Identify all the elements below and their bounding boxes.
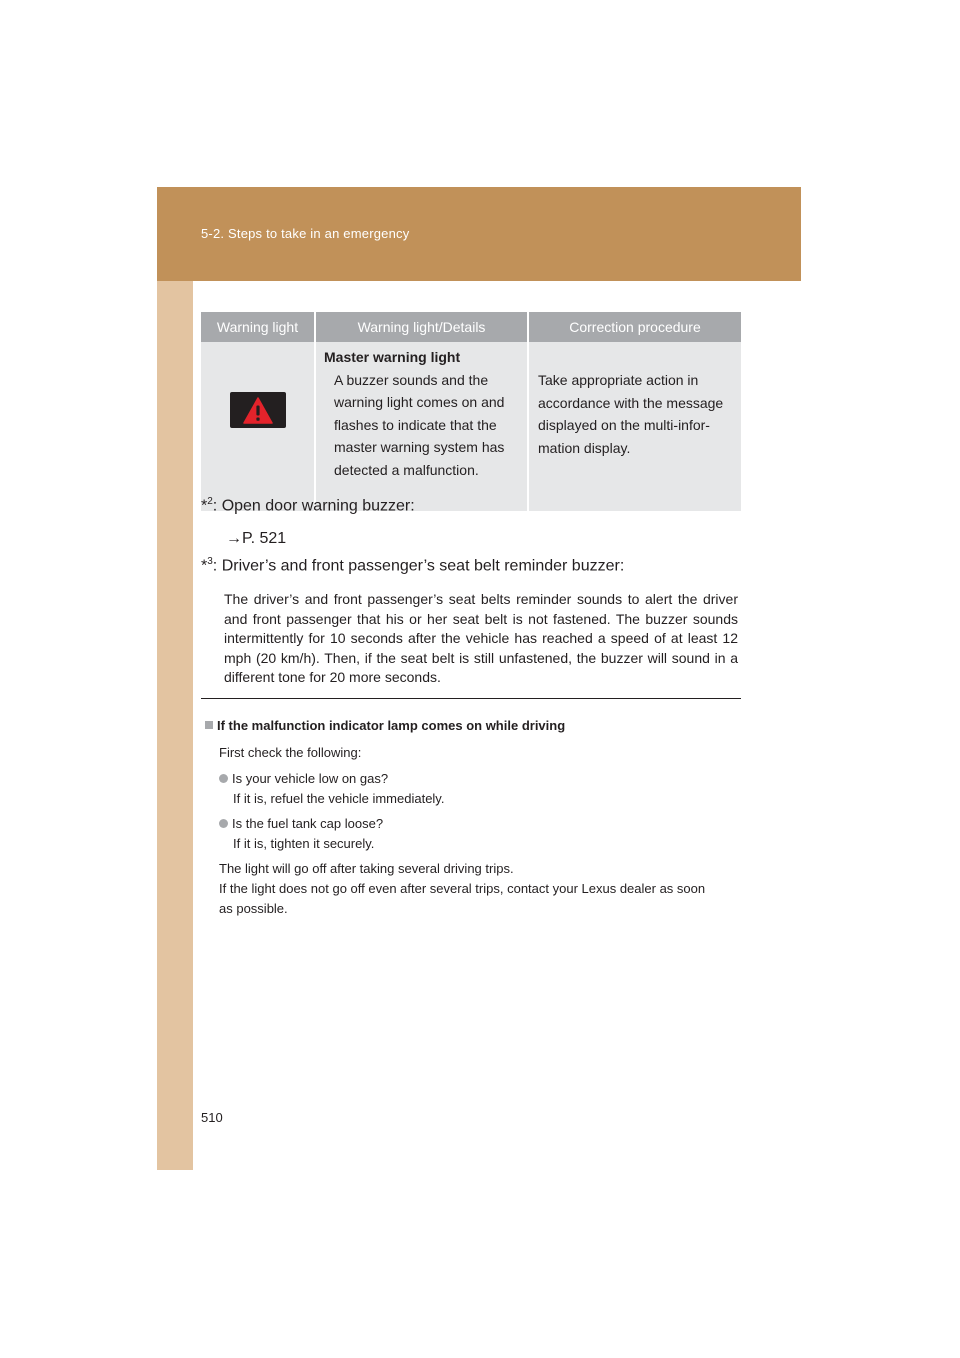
section-title: 5-2. Steps to take in an emergency <box>201 226 410 241</box>
section-outro: The light will go off after taking several driving trips. If the light does not go off even after several trips, contact your Lexus dealer as soon as possible. <box>219 861 706 916</box>
detail-line: A buzzer sounds and the <box>334 371 489 388</box>
section-heading: If the malfunction indicator lamp comes on while driving <box>205 718 565 733</box>
square-bullet-icon <box>205 721 213 729</box>
detail-title: Master warning light <box>324 349 461 365</box>
footnote-2: *$^2$: Open door warning buzzer: <box>201 496 415 515</box>
circle-bullet-icon <box>219 819 228 828</box>
detail-line: warning light comes on and <box>334 394 505 410</box>
detail-line: flashes to indicate that the <box>334 416 497 433</box>
col-header-procedure: Correction procedure <box>528 312 741 342</box>
procedure-line: mation display. <box>538 439 631 456</box>
col-header-warning-light: Warning light <box>201 312 315 342</box>
divider <box>201 698 741 699</box>
footnote-2-page-ref[interactable]: →P. 521 <box>226 530 287 547</box>
table-header-row <box>201 312 741 342</box>
table-row <box>201 342 741 511</box>
detail-line: detected a malfunction. <box>334 461 479 478</box>
warning-light-table <box>201 312 741 511</box>
warning-triangle-icon <box>230 392 286 428</box>
list-item: Is the fuel tank cap loose? If it is, tighten it securely. <box>219 814 383 854</box>
page-number: 510 <box>201 1110 223 1125</box>
col-header-details: Warning light/Details <box>315 312 528 342</box>
circle-bullet-icon <box>219 774 228 783</box>
footnote-3-body: The driver’s and front passenger’s seat belts reminder sounds to alert the driver and front passenger that his or her seat belt is not fastened. The buzzer sounds intermittently for 10 seconds after the vehicle has reached a speed of at least 12 mph (20 km/h). Then, if the seat belt is still unfastened, the buzzer will sound in a different tone for 20 more seconds. <box>224 591 738 685</box>
section-intro: First check the following: <box>219 745 362 760</box>
icon-cell <box>201 342 315 511</box>
procedure-line: accordance with the message <box>538 394 724 411</box>
side-strip <box>157 281 193 1170</box>
procedure-line: Take appropriate action in <box>538 372 699 388</box>
list-item: Is your vehicle low on gas? If it is, refuel the vehicle immediately. <box>219 769 444 809</box>
procedure-line: displayed on the multi-infor- <box>538 417 710 433</box>
footnote-3: *$^3$: Driver’s and front passenger’s seat belt reminder buzzer: <box>201 556 625 575</box>
procedure-cell <box>528 342 741 511</box>
details-cell <box>315 342 528 511</box>
detail-line: master warning system has <box>334 439 505 455</box>
detail-body <box>326 369 517 482</box>
